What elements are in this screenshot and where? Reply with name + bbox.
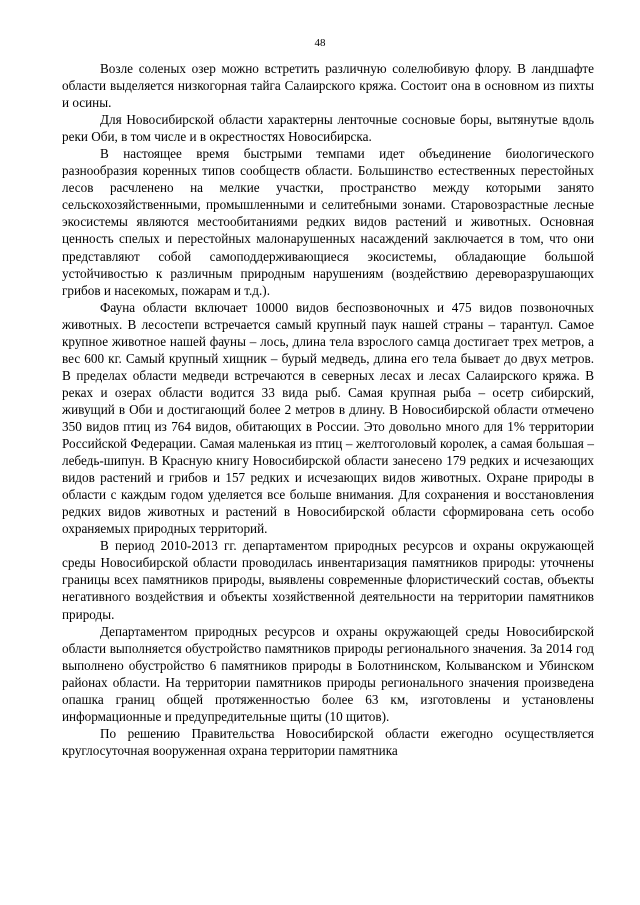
paragraph-inventory: В период 2010-2013 гг. департаментом природных ресурсов и охраны окружающей среды Новосибирской области проводилась инвентаризация памятников природы: уточнены границы всех памятников природы, выявлены современные флористический состав, объекты негативного воздействия и объекты хозяйственной деятельности на территории памятников природы.	[62, 538, 594, 622]
page-number: 48	[314, 37, 326, 49]
paragraph-salt-lake-flora: Возле соленых озер можно встретить различную солелюбивую флору. В ландшафте области выделяется низкогорная тайга Салаирского кряжа. Состоит она в основном из пихты и осины.	[62, 61, 594, 111]
paragraph-protection: По решению Правительства Новосибирской области ежегодно осуществляется круглосуточная вооруженная охрана территории памятника	[62, 725, 594, 758]
paragraph-biodiversity: В настоящее время быстрыми темпами идет объединение биологического разнообразия коренных типов сообществ области. Большинство естественных перестойных лесов расчленено на мелкие участки, пространство между которыми занято сельскохозяйственными, промышленными и селитебными зонами. Старовозрастные лесные экосистемы являются местообитаниями редких видов растений и животных. Основная ценность спелых и перестойных малонарушенных насаждений заключается в том, что они представляют собой самоподдерживающиеся экосистемы, обладающие большой устойчивостью к различным природным нарушениям (воздействию дереворазрушающих грибов и насекомых, пожарам и т.д.).	[62, 146, 594, 298]
body-text	[62, 60, 594, 759]
paragraph-improvement: Департаментом природных ресурсов и охраны окружающей среды Новосибирской области выполняется обустройство памятников природы регионального значения. За 2014 год выполнено обустройство 6 памятников природы в Болотнинском, Колыванском и Убинском районах области. На территории памятников природы регионального значения произведена опашка границ общей протяженностью более 63 км, изготовлены и установлены информационные и предупредительные щиты (10 щитов).	[62, 623, 594, 724]
paragraph-pine-forests: Для Новосибирской области характерны ленточные сосновые боры, вытянутые вдоль реки Оби, в том числе и в окрестностях Новосибирска.	[62, 112, 594, 145]
paragraph-fauna: Фауна области включает 10000 видов беспозвоночных и 475 видов позвоночных животных. В лесостепи встречается самый крупный паук нашей страны – тарантул. Самое крупное животное нашей фауны – лось, длина тела взрослого самца достигает трех метров, а вес 600 кг. Самый крупный хищник – бурый медведь, длина его тела бывает до двух метров. В пределах области медведи встречаются в северных лесах и лесах Салаирского кряжа. В реках и озерах области водится 33 вида рыб. Самая крупная рыба – осетр сибирский, живущий в Оби и достигающий более 2 метров в длину. В Новосибирской области отмечено 350 видов птиц из 764 видов, обитающих в России. Это довольно много для 1% территории Российской Федерации. Самая маленькая из птиц – желтоголовый королек, а самая большая – лебедь-шипун. В Красную книгу Новосибирской области занесено 179 редких и исчезающих видов растений и грибов и 157 редких и исчезающих видов животных. Охране природы в области с каждым годом уделяется все больше внимания. Для сохранения и восстановления редких видов животных и растений в Новосибирской области сформирована сеть особо охраняемых природных территорий.	[62, 299, 594, 537]
